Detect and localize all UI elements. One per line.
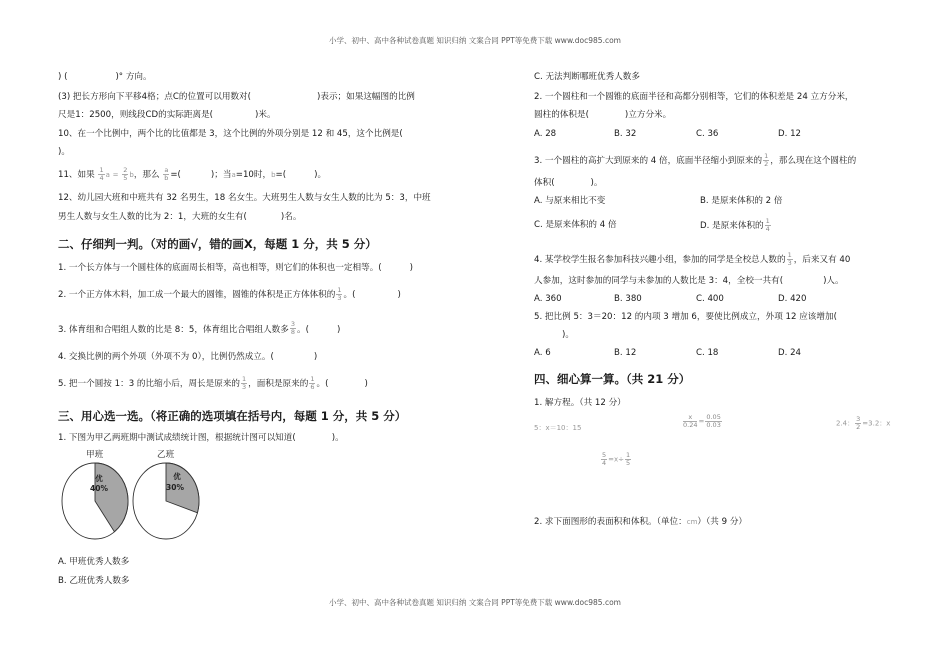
choice-3-option-c: C. 是原来体积的 4 倍 [534,220,617,230]
fraction: $\frac{1}{3}$ [242,375,247,391]
judge-1: 1. 一个长方体与一个圆柱体的底面周长相等，高也相等，则它们的体积也一定相等。( ) [58,263,414,273]
section-3-heading: 三、用心选一选。（将正确的选项填在括号内，每题 1 分，共 5 分） [58,409,407,423]
section-2-heading: 二、仔细判一判。（对的画√，错的画X，每题 1 分，共 5 分） [58,237,377,251]
fraction: $\frac{1}{3}$ [787,251,792,267]
page-footer: 小学、初中、高中各种试卷真题 知识归纳 文案合同 PPT等免费下载 www.doc985.com [329,598,621,607]
fraction: $\frac{1}{3}$ [337,286,342,302]
pie-b-tag: 优 [173,472,181,481]
judge-3: 3. 体育组和合唱组人数的比是 8：5，体育组比合唱组人数多 $\frac{3}{8}$ 。( ) [58,320,341,336]
q12-line1: 12、幼儿园大班和中班共有 32 名男生，18 名女生。大班男生人数与女生人数的比为 5：3，中班 [58,193,431,203]
pie-a-pct: 40% [90,484,108,493]
choice-2-line1: 2. 一个圆柱和一个圆锥的底面半径和高都分别相等，它们的体积差是 24 立方分米， [534,92,854,102]
pie-chart-b [131,461,201,541]
choice-1-option-c: C. 无法判断哪班优秀人数多 [534,72,640,82]
q3-line2: 尺是1：2500，则线段CD的实际距离是( )米。 [58,110,276,120]
equation-2: $\frac{x}{0.24}$ = $\frac{0.05}{0.03}$ [683,413,721,429]
choice-4-line2: 人参加，这时参加的同学与未参加的人数比是 3：4，全校一共有( )人。 [534,276,844,286]
fraction: $\frac{1}{6}$ [310,375,315,391]
choice-3-option-d: D. 是原来体积的 $\frac{1}{4}$ [700,217,770,233]
judge-2: 2. 一个正方体木料，加工成一个最大的圆锥，圆锥的体积是正方体体积的 $\frac{1}{3}$ 。( ) [58,286,401,302]
fraction: $\frac{2}{5}$ [123,166,128,182]
pie-chart-a [60,461,130,541]
q3-line1: (3) 把长方形向下平移4格；点C的位置可以用数对( )表示；如果这幅图的比例 [58,92,415,102]
judge-5: 5. 把一个圆按 1：3 的比缩小后，周长是原来的 $\frac{1}{3}$ ，面积是原来的 $\frac{1}{6}$ 。( ) [58,375,368,391]
q12-line2: 男生人数与女生人数的比为 2：1，大班的女生有( )名。 [58,212,302,222]
choice-2-line2: 圆柱的体积是( )立方分米。 [534,110,672,120]
pie-a-tag: 优 [95,474,103,483]
fraction: $\frac{a}{b}$ [164,166,169,182]
page-header: 小学、初中、高中各种试卷真题 知识归纳 文案合同 PPT等免费下载 www.doc985.com [329,36,621,45]
q10-line1: 10、在一个比例中，两个比的比值都是 3，这个比例的外项分别是 12 和 45，这个比例是( [58,129,403,139]
choice-3-line2: 体积( )。 [534,178,603,188]
fraction: $\frac{1}{4}$ [99,166,104,182]
line-direction: ) ( )° 方向。 [58,72,152,82]
choice-5-options: A. 6 B. 12 C. 18 D. 24 [534,348,802,358]
pie-b-pct: 30% [166,483,184,492]
fraction: $\frac{1}{4}$ [765,217,770,233]
equation-4: $\frac{5}{4}$ =x÷ $\frac{1}{5}$ [602,451,631,467]
judge-4: 4. 交换比例的两个外项（外项不为 0），比例仍然成立。( ) [58,352,318,362]
choice-2-options: A. 28 B. 32 C. 36 D. 12 [534,129,802,139]
section-4-heading: 四、细心算一算。（共 21 分） [534,372,691,386]
equation-1: 5：x＝10：15 [534,424,582,432]
pie-b-label: 乙班 [157,450,175,460]
choice-3-line1: 3. 一个圆柱的高扩大到原来的 4 倍，底面半径缩小到原来的 $\frac{1}{2}$ ，那么现在这个圆柱的 [534,152,857,168]
choice-3-option-b: B. 是原来体积的 2 倍 [700,196,783,206]
q11: 11、如果 $\frac{1}{4}$ a = $\frac{2}{5}$ b，那么 $\frac{a}{b}$ =( )；当a=10时，b=( )。 [58,166,327,182]
choice-4-line1: 4. 某学校学生报名参加科技兴趣小组，参加的同学是全校总人数的 $\frac{1}{3}$ ，后来又有 40 [534,251,851,267]
choice-1-option-a: A. 甲班优秀人数多 [58,557,130,567]
fraction: $\frac{1}{2}$ [764,152,769,168]
choice-5-line1: 5. 把比例 5：3＝20：12 的内项 3 增加 6，要使比例成立，外项 12 应该增加( [534,312,837,322]
choice-1-option-b: B. 乙班优秀人数多 [58,576,130,586]
choice-4-options: A. 360 B. 380 C. 400 D. 420 [534,294,807,304]
fraction: $\frac{3}{8}$ [290,320,295,336]
geometry-heading: 2. 求下面图形的表面积和体积。（单位：cm）（共 9 分） [534,517,748,527]
q10-line2: )。 [58,147,70,157]
choice-1: 1. 下图为甲乙两班期中测试成绩统计图，根据统计图可以知道( )。 [58,433,344,443]
equation-3: 2.4： $\frac{3}{2}$ =3.2：x [836,415,891,431]
solve-heading: 1. 解方程。（共 12 分） [534,398,626,408]
choice-5-line2: )。 [562,330,574,340]
choice-3-option-a: A. 与原来相比不变 [534,196,606,206]
pie-a-label: 甲班 [86,450,104,460]
